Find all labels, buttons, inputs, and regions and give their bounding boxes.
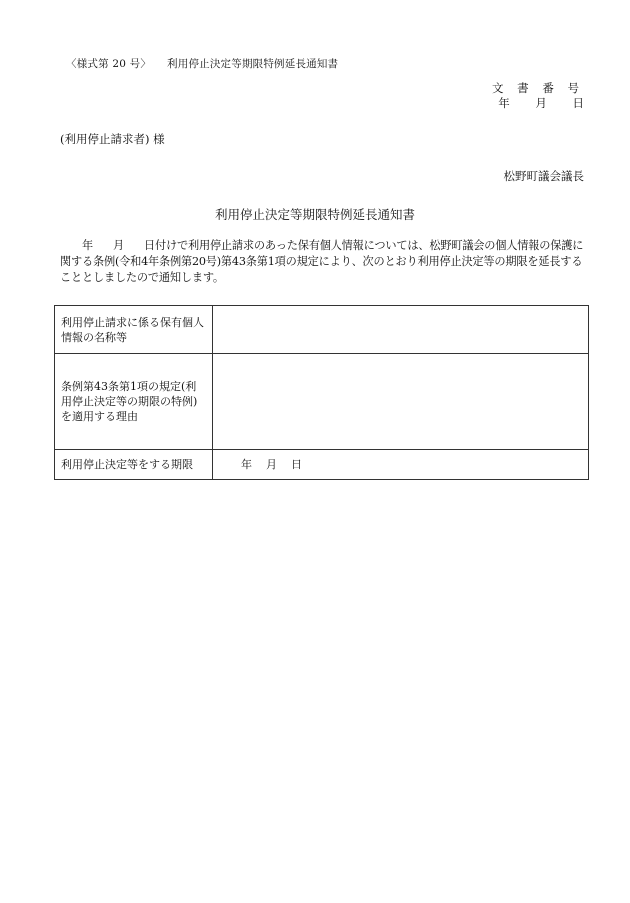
- document-date: [498, 95, 584, 111]
- body-year-label: 年: [82, 239, 93, 252]
- table-label-deadline: 利用停止決定等をする期限: [55, 450, 213, 480]
- document-number-label: 文 書 番 号: [492, 81, 584, 95]
- body-month-label: 月: [113, 239, 124, 252]
- form-name: 利用停止決定等期限特例延長通知書: [167, 58, 339, 70]
- body-paragraph: [60, 238, 590, 286]
- document-title: 利用停止決定等期限特例延長通知書: [214, 207, 415, 222]
- table-value-reason: [213, 354, 589, 450]
- deadline-month-label: 月: [266, 458, 277, 471]
- table-row: [55, 450, 589, 480]
- table-row: [55, 354, 589, 450]
- table-row: [55, 306, 589, 354]
- date-day-label: 日: [572, 96, 584, 110]
- info-table: [54, 305, 589, 480]
- table-value-info-name: [213, 306, 589, 354]
- table-label-info-name: 利用停止請求に係る保有個人情報の名称等: [55, 306, 213, 354]
- body-text: 付けで利用停止請求のあった保有個人情報については、松野町議会の個人情報の保護に関する条例(令和4年条例第20号)第43条第1項の規定により、次のとおり利用停止決定等の期限を延長することとしましたので通知します。: [60, 239, 584, 284]
- recipient: (利用停止請求者) 様: [60, 132, 165, 146]
- deadline-day-label: 日: [291, 458, 302, 471]
- table-value-deadline: [213, 450, 589, 480]
- sender: 松野町議会議長: [503, 169, 584, 183]
- date-year-label: 年: [498, 96, 510, 110]
- form-number: 〈様式第 20 号〉: [66, 58, 152, 70]
- form-header: [66, 56, 338, 71]
- table-label-reason: 条例第43条第1項の規定(利用停止決定等の期限の特例)を適用する理由: [55, 354, 213, 450]
- deadline-year-label: 年: [241, 458, 252, 471]
- body-day-label: 日: [144, 239, 155, 252]
- date-month-label: 月: [535, 96, 547, 110]
